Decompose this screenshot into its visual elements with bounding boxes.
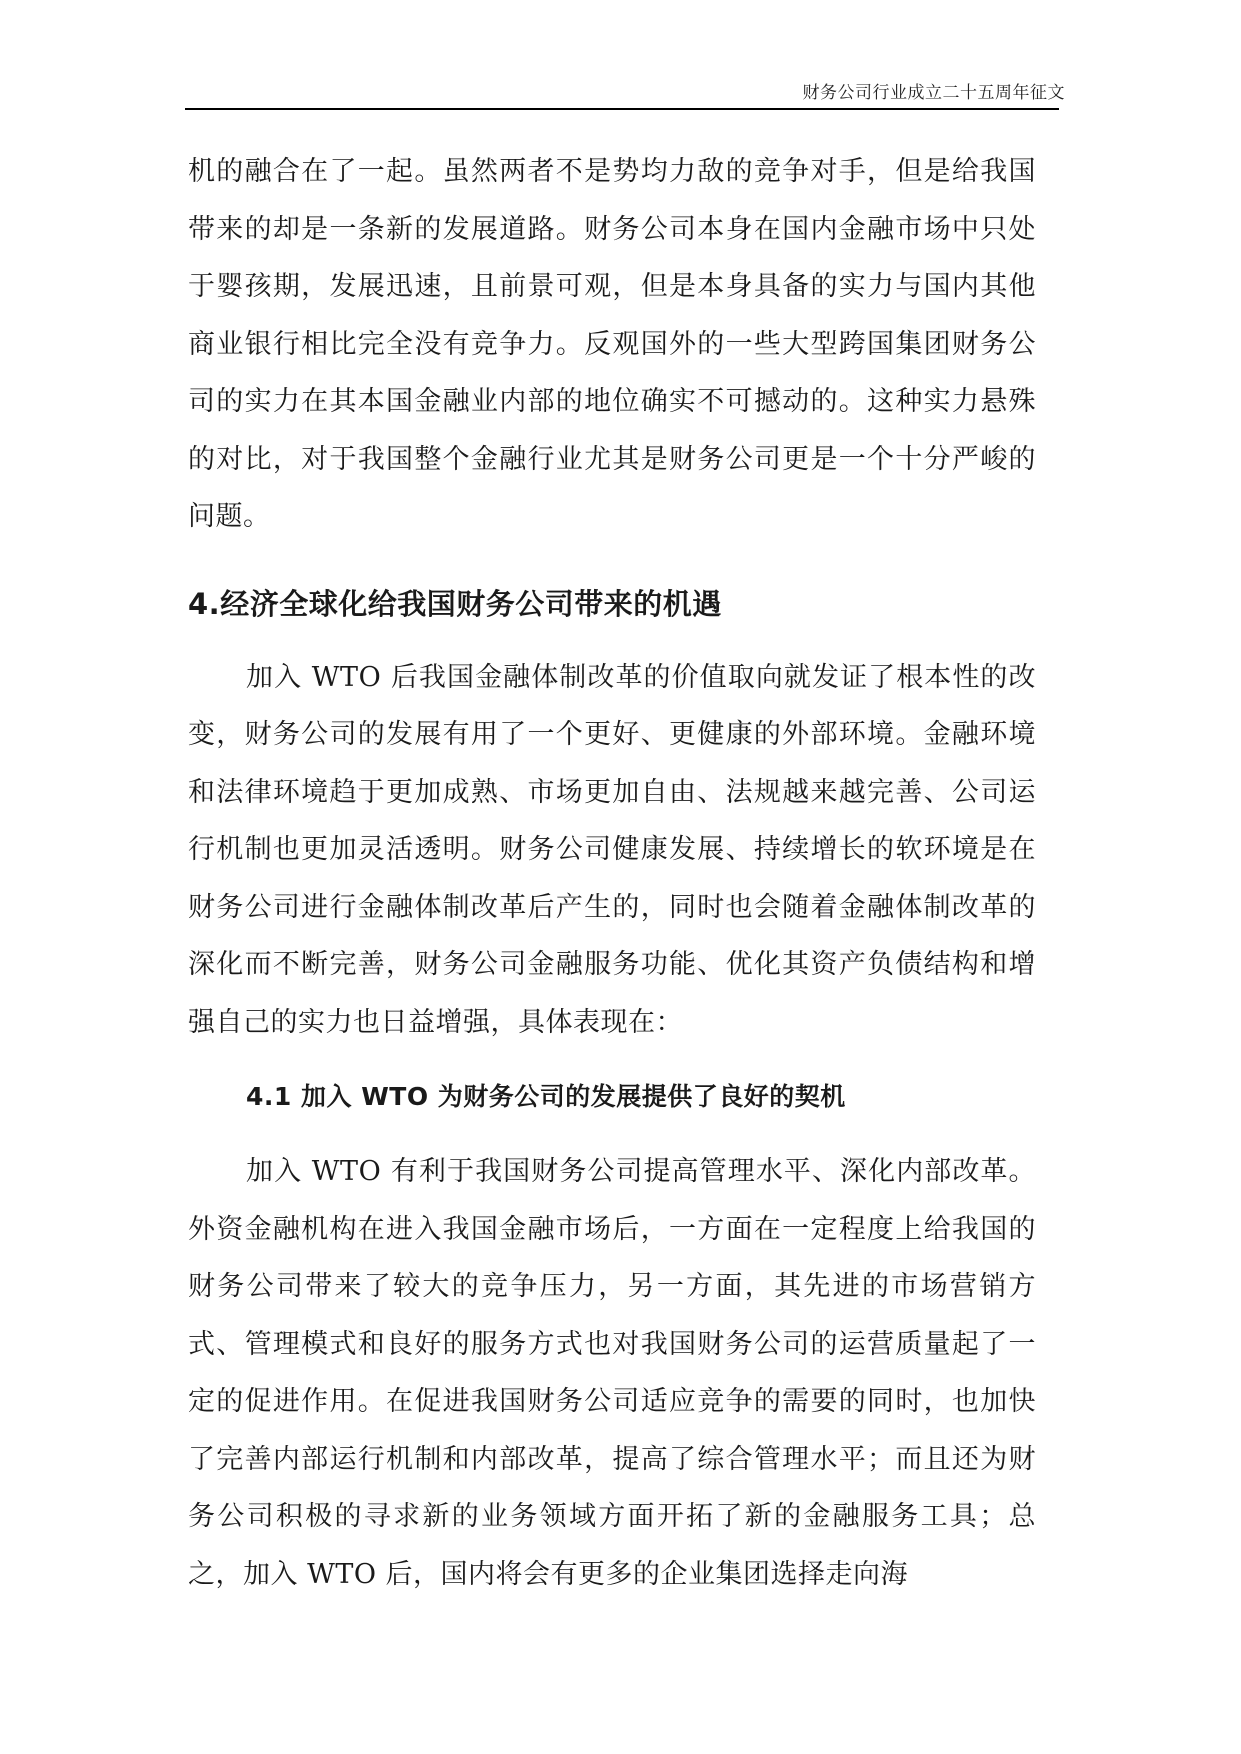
header-divider <box>185 108 1059 110</box>
subsection-heading-4-1: 4.1 加入 WTO 为财务公司的发展提供了良好的契机 <box>246 1082 846 1111</box>
paragraph-wto-reform: 加入 WTO 后我国金融体制改革的价值取向就发证了根本性的改变，财务公司的发展有用了一个更好、更健康的外部环境。金融环境和法律环境趋于更加成熟、市场更加自由、法规越来越完善、公司运行机制也更加灵活透明。财务公司健康发展、持续增长的软环境是在财务公司进行金融体制改革后产生的，同时也会随着金融体制改革的深化而不断完善，财务公司金融服务功能、优化其资产负债结构和增强自己的实力也日益增强，具体表现在： <box>188 661 1036 1038</box>
paragraph-management: 加入 WTO 有利于我国财务公司提高管理水平、深化内部改革。外资金融机构在进入我国金融市场后，一方面在一定程度上给我国的财务公司带来了较大的竞争压力，另一方面，其先进的市场营销方式、管理模式和良好的服务方式也对我国财务公司的运营质量起了一定的促进作用。在促进我国财务公司适应竞争的需要的同时，也加快了完善内部运行机制和内部改革，提高了综合管理水平；而且还为财务公司积极的寻求新的业务领域方面开拓了新的金融服务工具；总之，加入 WTO 后，国内将会有更多的企业集团选择走向海 <box>188 1156 1036 1590</box>
section-heading-4: 4.经济全球化给我国财务公司带来的机遇 <box>188 586 722 621</box>
paragraph-continued: 机的融合在了一起。虽然两者不是势均力敌的竞争对手，但是给我国带来的却是一条新的发展道路。财务公司本身在国内金融市场中只处于婴孩期，发展迅速，且前景可观，但是本身具备的实力与国内其他商业银行相比完全没有竞争力。反观国外的一些大型跨国集团财务公司的实力在其本国金融业内部的地位确实不可撼动的。这种实力悬殊的对比，对于我国整个金融行业尤其是财务公司更是一个十分严峻的问题。 <box>188 156 1036 532</box>
running-header-title: 财务公司行业成立二十五周年征文 <box>802 83 1065 103</box>
document-body <box>188 143 1036 1603</box>
